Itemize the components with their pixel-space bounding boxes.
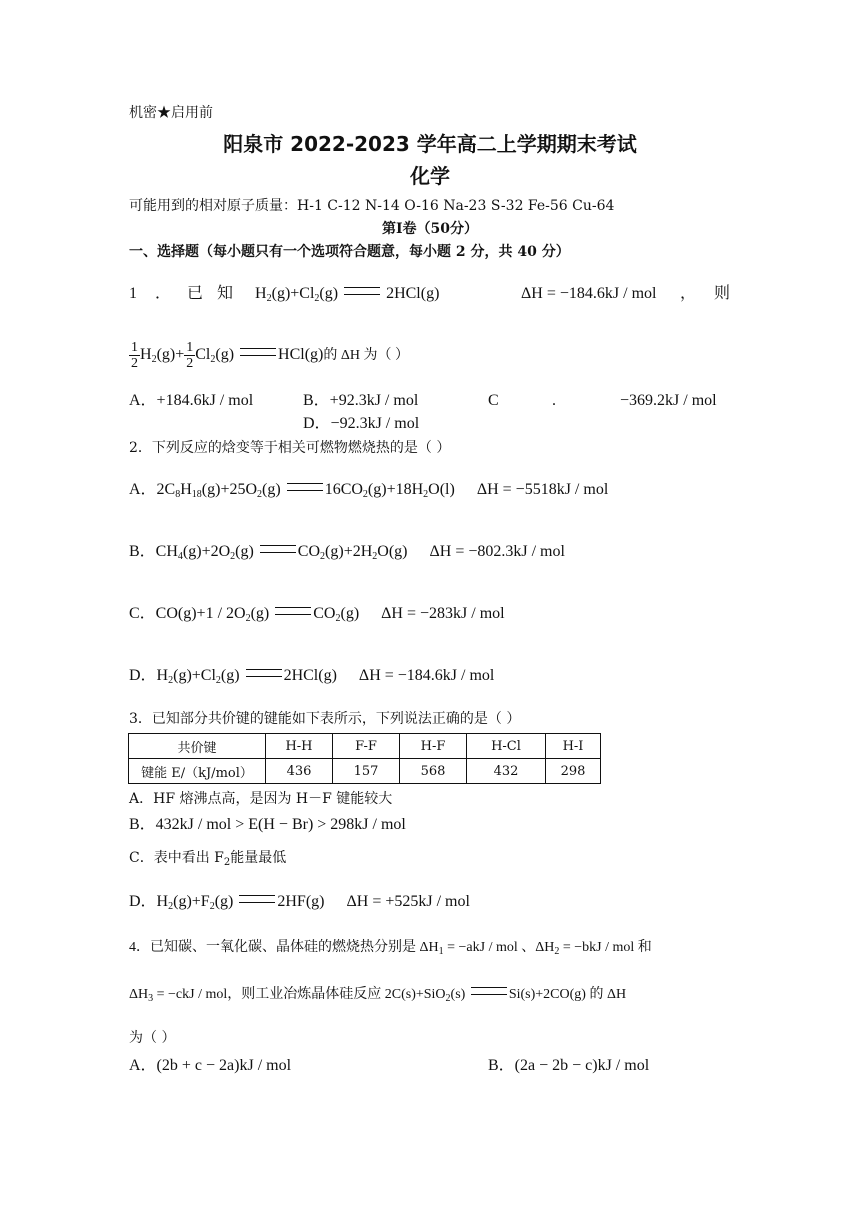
q2a-delta-h: ΔH = −5518kJ / mol (476, 481, 609, 498)
table-header-cell: 共价键 (129, 734, 266, 759)
q1-fraction (129, 340, 140, 371)
q1-sub: 2 (151, 354, 157, 365)
q4-stem-a: 4．已知碳、一氧化碳、晶体硅的燃烧热分别是 ΔH (129, 940, 439, 955)
table-header-cell: H-I (546, 734, 601, 759)
reaction-arrow (260, 545, 296, 553)
q4-stem-c: = −bkJ / mol 和 (559, 940, 652, 955)
q2a-sub: 2 (257, 489, 263, 500)
table-row-label: 键能 E/（kJ/mol） (129, 759, 266, 784)
q1-ze: 则 (714, 285, 731, 302)
q2d-reactants: (g)+Cl (173, 667, 216, 684)
q1-option-c-dot: . (552, 392, 556, 409)
reaction-arrow (275, 607, 311, 615)
table-cell: 157 (333, 759, 400, 784)
q3-option-d[interactable] (129, 892, 470, 917)
q2c-co: CO (313, 605, 336, 622)
q2b-reactants: (g)+2O (182, 543, 231, 560)
q2b-sub: 2 (320, 551, 326, 562)
q2c-sub: 2 (335, 613, 341, 624)
q1-fraction (184, 340, 195, 371)
q3d-sub: 2 (209, 901, 215, 912)
q2-option-b[interactable] (129, 542, 565, 567)
q4-sub: 2 (554, 946, 560, 957)
q3c-text2: 能量最低 (230, 850, 287, 866)
reaction-arrow (239, 895, 275, 903)
q1-dot: ． (155, 285, 172, 302)
q1-comma: ， (680, 285, 697, 302)
q3c-text: C．表中看出 F (129, 850, 224, 866)
q3c-sub: 2 (223, 857, 231, 868)
q4-stem2-a: ΔH (129, 987, 149, 1002)
q1-l2-product: HCl(g) (278, 346, 324, 363)
q3-option-b[interactable]: B．432kJ / mol > E(H − Br) > 298kJ / mol (129, 816, 406, 833)
q2c-sub: 2 (245, 613, 251, 624)
q4-stem-line1 (129, 938, 652, 962)
q1-number: 1 (129, 285, 137, 302)
exam-title: 阳泉市 2022-2023 学年高二上学期期末考试 (223, 132, 637, 156)
q2-option-c[interactable] (129, 604, 505, 629)
q4-sub: 2 (445, 993, 451, 1004)
table-header-cell: H-H (266, 734, 333, 759)
q2d-state: (g) (220, 667, 240, 684)
table-cell: 432 (467, 759, 546, 784)
q2-option-a[interactable] (129, 480, 608, 505)
q2c-delta-h: ΔH = −283kJ / mol (381, 605, 505, 622)
q4-stem2-c: (s) (450, 987, 466, 1002)
q2a-c: A．2C (129, 481, 176, 498)
q2-stem: 2．下列反应的焓变等于相关可燃物燃烧热的是（ ） (129, 440, 451, 456)
q1-sub: 2 (314, 293, 320, 304)
q4-stem-line3: 为（ ） (129, 1030, 176, 1046)
q4-option-b[interactable]: B．(2a − 2b − c)kJ / mol (488, 1057, 650, 1074)
q1-frac-den: 2 (186, 355, 194, 371)
q1-sub: 2 (210, 354, 216, 365)
q2a-sub: 2 (423, 489, 429, 500)
q3d-state: (g) (214, 893, 234, 910)
bond-energy-table (128, 733, 601, 784)
q4-sub: 1 (438, 946, 444, 957)
q4-stem-b: = −akJ / mol 、ΔH (443, 940, 555, 955)
q1-frac-den: 2 (131, 355, 138, 371)
q2b-co: CO (297, 543, 321, 560)
q1-word-yi: 已 (187, 285, 204, 302)
q1-l2-question: 的 ΔH 为（ ） (323, 348, 409, 363)
reaction-arrow (240, 348, 276, 356)
reaction-arrow (287, 483, 323, 491)
q2b-sub: 4 (177, 551, 183, 562)
q2c-state2: (g) (340, 605, 360, 622)
q2a-co: 16CO (324, 481, 363, 498)
q1-option-b[interactable]: B．+92.3kJ / mol (303, 392, 419, 409)
q2b-delta-h: ΔH = −802.3kJ / mol (429, 543, 565, 560)
q3-option-c[interactable] (129, 848, 286, 873)
q1-h: H (255, 285, 267, 302)
q2d-product: 2HCl(g) (283, 667, 337, 684)
q1-l2-state: (g) (215, 346, 235, 363)
q2a-reactants: (g)+25O (201, 481, 258, 498)
q4-option-a[interactable]: A．(2b + c − 2a)kJ / mol (129, 1057, 292, 1074)
q1-line1 (129, 284, 439, 309)
secret-label: 机密★启用前 (129, 105, 213, 121)
q1-frac-num: 1 (186, 339, 194, 355)
atomic-masses: 可能用到的相对原子质量：H-1 C-12 N-14 O-16 Na-23 S-32 Fe-56 Cu-64 (129, 198, 615, 214)
q1-product: 2HCl(g) (386, 285, 440, 302)
q4-sub: 3 (148, 993, 154, 1004)
q1-option-c-letter[interactable]: C (488, 392, 499, 409)
q2b-sub: 2 (372, 551, 378, 562)
q1-state: (g) (319, 285, 339, 302)
q1-l2-plus: (g)+ (156, 346, 185, 363)
q1-option-a[interactable]: A．+184.6kJ / mol (129, 392, 254, 409)
table-cell: 436 (266, 759, 333, 784)
q2b-state: (g) (235, 543, 254, 560)
q2d-delta-h: ΔH = −184.6kJ / mol (358, 667, 495, 684)
q4-stem2-d: Si(s)+2CO(g) 的 ΔH (508, 987, 627, 1002)
q2-option-d[interactable] (129, 666, 494, 691)
q1-word-zhi: 知 (217, 285, 234, 302)
q1-reactants: (g)+Cl (271, 285, 315, 302)
q3d-delta-h: ΔH = +525kJ / mol (346, 893, 470, 910)
q4-stem-line2 (129, 985, 626, 1009)
q1-sub: 2 (266, 293, 272, 304)
q2a-h2o: (g)+18H (367, 481, 424, 498)
q3d-reactants: (g)+F (173, 893, 210, 910)
volume-heading: 第Ⅰ卷（50分） (381, 221, 479, 237)
reaction-arrow (246, 669, 282, 677)
q2a-sub: 8 (175, 489, 181, 500)
reaction-arrow (344, 287, 380, 295)
q2a-sub: 2 (362, 489, 368, 500)
q1-option-d[interactable]: D．−92.3kJ / mol (303, 415, 420, 432)
table-header-cell: F-F (333, 734, 400, 759)
table-cell: 298 (546, 759, 601, 784)
q1-frac-num: 1 (131, 339, 138, 355)
q2d-sub: 2 (168, 675, 174, 686)
q4-stem2-b: = −ckJ / mol，则工业冶炼晶体硅反应 2C(s)+SiO (153, 987, 446, 1002)
q3d-h: D．H (129, 893, 169, 910)
table-header-row (129, 734, 601, 759)
q2a-water: O(l) (428, 481, 455, 498)
q3d-product: 2HF(g) (277, 893, 325, 910)
q2a-state: (g) (262, 481, 281, 498)
q2d-sub: 2 (215, 675, 221, 686)
q3-option-a[interactable]: A．HF 熔沸点高，是因为 H－F 键能较大 (129, 791, 393, 807)
q1-line2 (129, 338, 409, 377)
q2b-h2o: (g)+2H (325, 543, 373, 560)
q3d-sub: 2 (168, 901, 174, 912)
q2b-water: O(g) (377, 543, 408, 560)
q1-option-c-value[interactable]: −369.2kJ / mol (620, 392, 717, 409)
q3-stem: 3．已知部分共价键的键能如下表所示，下列说法正确的是（ ） (129, 711, 521, 727)
subject-title: 化学 (410, 164, 450, 188)
q2a-sub: 18 (191, 489, 202, 500)
q2b-sub: 2 (230, 551, 236, 562)
q1-delta-h: ΔH = −184.6kJ / mol (521, 285, 657, 302)
table-header-cell: H-Cl (467, 734, 546, 759)
q2c-reactants: C．CO(g)+1 / 2O (129, 605, 246, 622)
q1-l2-cl: Cl (195, 346, 211, 363)
table-header-cell: H-F (400, 734, 467, 759)
section-heading: 一、选择题（每小题只有一个选项符合题意，每小题 2 分，共 40 分） (129, 244, 570, 260)
reaction-arrow (471, 987, 507, 995)
q2d-h: D．H (129, 667, 169, 684)
q2a-h: H (180, 481, 192, 498)
q2c-state: (g) (250, 605, 270, 622)
table-cell: 568 (400, 759, 467, 784)
q2b-ch: B．CH (129, 543, 178, 560)
table-row (129, 759, 601, 784)
q1-l2-h: H (140, 346, 152, 363)
